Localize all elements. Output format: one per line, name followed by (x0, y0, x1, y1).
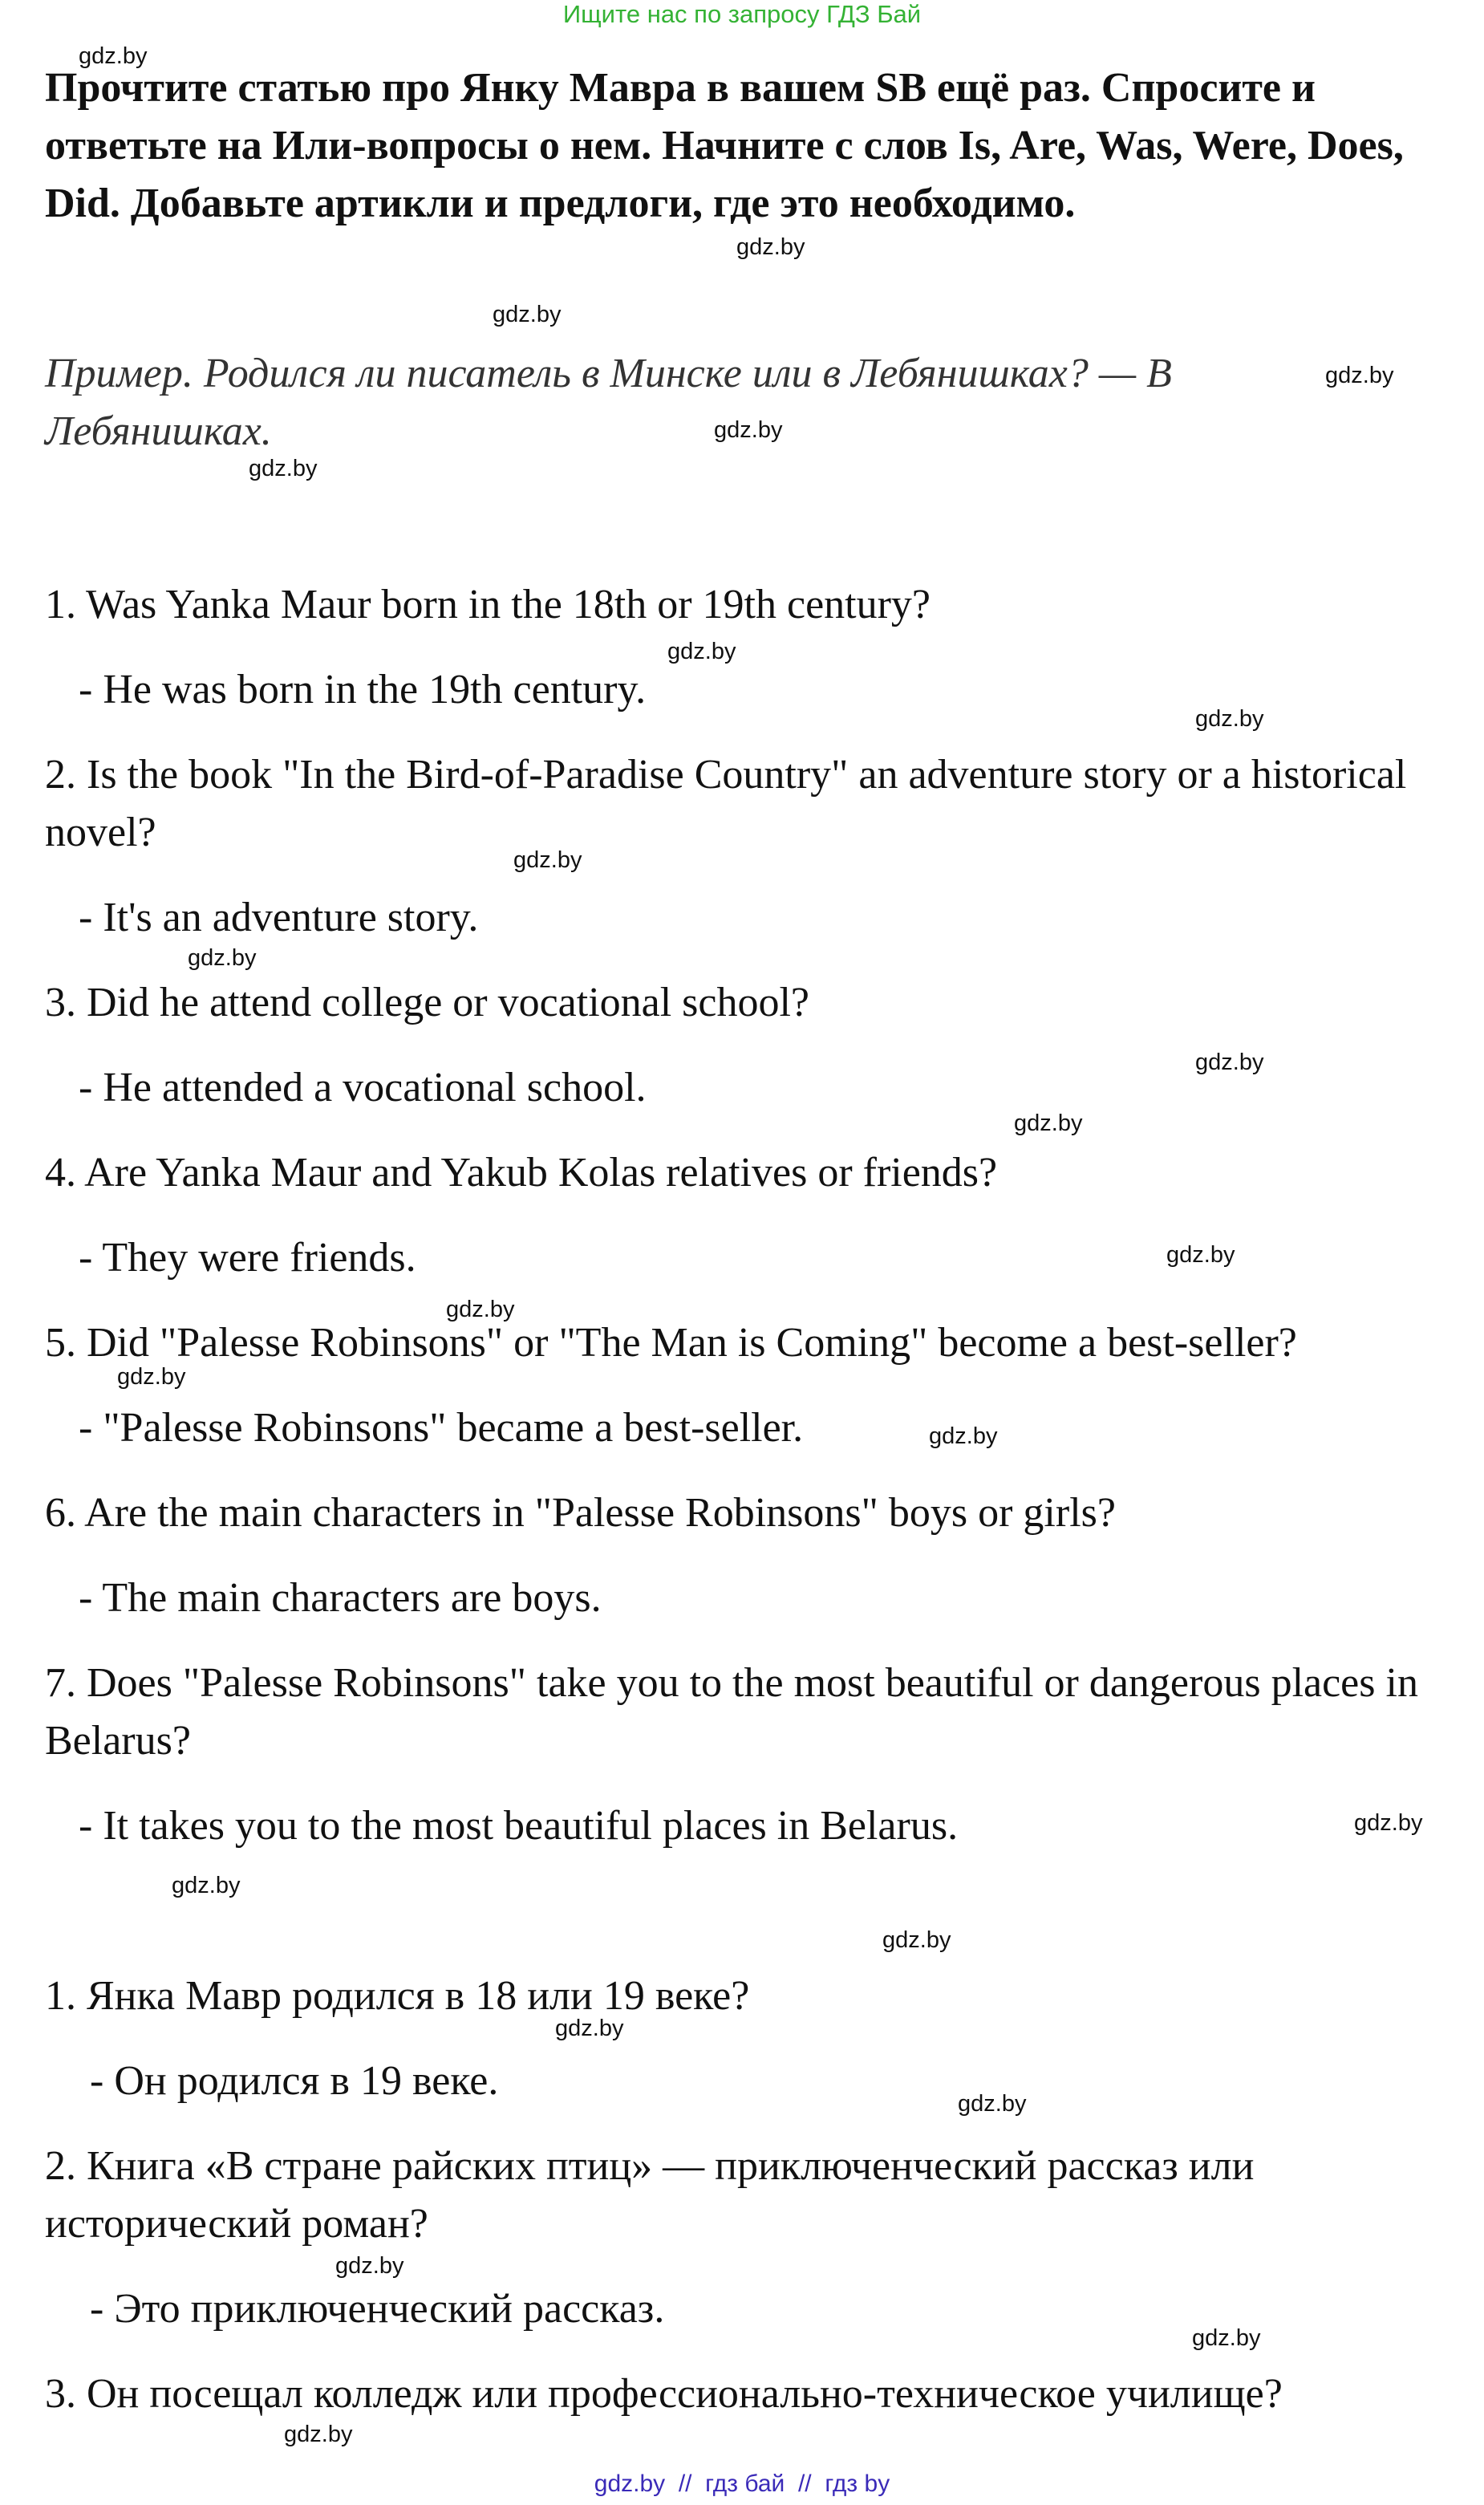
en-question-1: 1. Was Yanka Maur born in the 18th or 19th century? (45, 582, 931, 627)
watermark: gdz.by (1195, 706, 1264, 732)
watermark: gdz.by (1195, 1050, 1264, 1075)
watermark: gdz.by (736, 234, 805, 260)
watermark: gdz.by (1192, 2325, 1261, 2351)
en-question-6: 6. Are the main characters in "Palesse Robinsons" boys or girls? (45, 1490, 1116, 1536)
watermark: gdz.by (79, 43, 148, 69)
watermark: gdz.by (929, 1423, 998, 1449)
ru-question-1: 1. Янка Мавр родился в 18 или 19 веке? (45, 1973, 750, 2019)
en-question-4: 4. Are Yanka Maur and Yakub Kolas relatives or friends? (45, 1150, 998, 1196)
watermark: gdz.by (513, 847, 582, 873)
watermark: gdz.by (172, 1873, 241, 1898)
watermark: gdz.by (117, 1364, 186, 1390)
watermark: gdz.by (667, 639, 736, 664)
en-question-5: 5. Did "Palesse Robinsons" or "The Man is Coming" become a best-seller? (45, 1320, 1297, 1366)
ru-question-2: 2. Книга «В стране райских птиц» — приключенческий рассказ или исторический роман? (45, 2143, 1255, 2247)
ru-answer-1: - Он родился в 19 веке. (90, 2058, 499, 2104)
en-answer-7: - It takes you to the most beautiful places in Belarus. (79, 1803, 959, 1849)
watermark: gdz.by (493, 302, 562, 327)
watermark: gdz.by (284, 2422, 353, 2447)
watermark: gdz.by (188, 945, 257, 971)
watermark: gdz.by (555, 2016, 624, 2041)
en-answer-6: - The main characters are boys. (79, 1575, 602, 1621)
watermark: gdz.by (1354, 1810, 1423, 1836)
en-question-3: 3. Did he attend college or vocational school? (45, 980, 810, 1025)
watermark: gdz.by (714, 417, 783, 443)
en-answer-1: - He was born in the 19th century. (79, 667, 647, 713)
en-question-7: 7. Does "Palesse Robinsons" take you to the most beautiful or dangerous places in Belarus? (45, 1660, 1418, 1764)
en-answer-2: - It's an adventure story. (79, 895, 479, 940)
watermark: gdz.by (446, 1297, 515, 1322)
watermark: gdz.by (958, 2091, 1027, 2117)
watermark: gdz.by (249, 456, 318, 481)
en-answer-3: - He attended a vocational school. (79, 1065, 647, 1110)
top-banner[interactable]: Ищите нас по запросу ГДЗ Бай (562, 0, 922, 28)
example-text: Пример. Родился ли писатель в Минске или в Лебянишках? — В Лебянишках. (45, 351, 1172, 454)
ru-question-3: 3. Он посещал колледж или профессионально-техническое училище? (45, 2371, 1283, 2417)
watermark: gdz.by (1166, 1242, 1235, 1268)
footer-links[interactable]: gdz.by // гдз бай // гдз by (594, 2470, 890, 2497)
watermark: gdz.by (335, 2253, 404, 2279)
watermark: gdz.by (1325, 363, 1394, 388)
watermark: gdz.by (882, 1927, 951, 1953)
ru-answer-2: - Это приключенческий рассказ. (90, 2286, 665, 2332)
en-answer-4: - They were friends. (79, 1235, 416, 1281)
task-instructions: Прочтите статью про Янку Мавра в вашем SB ещё раз. Спросите и ответьте на Или-вопросы о нем. Начните с слов Is, Are, Was, Were, Does, Did. Добавьте артикли и предлоги, где это необходимо. (45, 65, 1404, 226)
watermark: gdz.by (1014, 1110, 1083, 1136)
en-answer-5: - "Palesse Robinsons" became a best-seller. (79, 1405, 804, 1451)
en-question-2: 2. Is the book "In the Bird-of-Paradise Country" an adventure story or a historical novel? (45, 752, 1407, 855)
